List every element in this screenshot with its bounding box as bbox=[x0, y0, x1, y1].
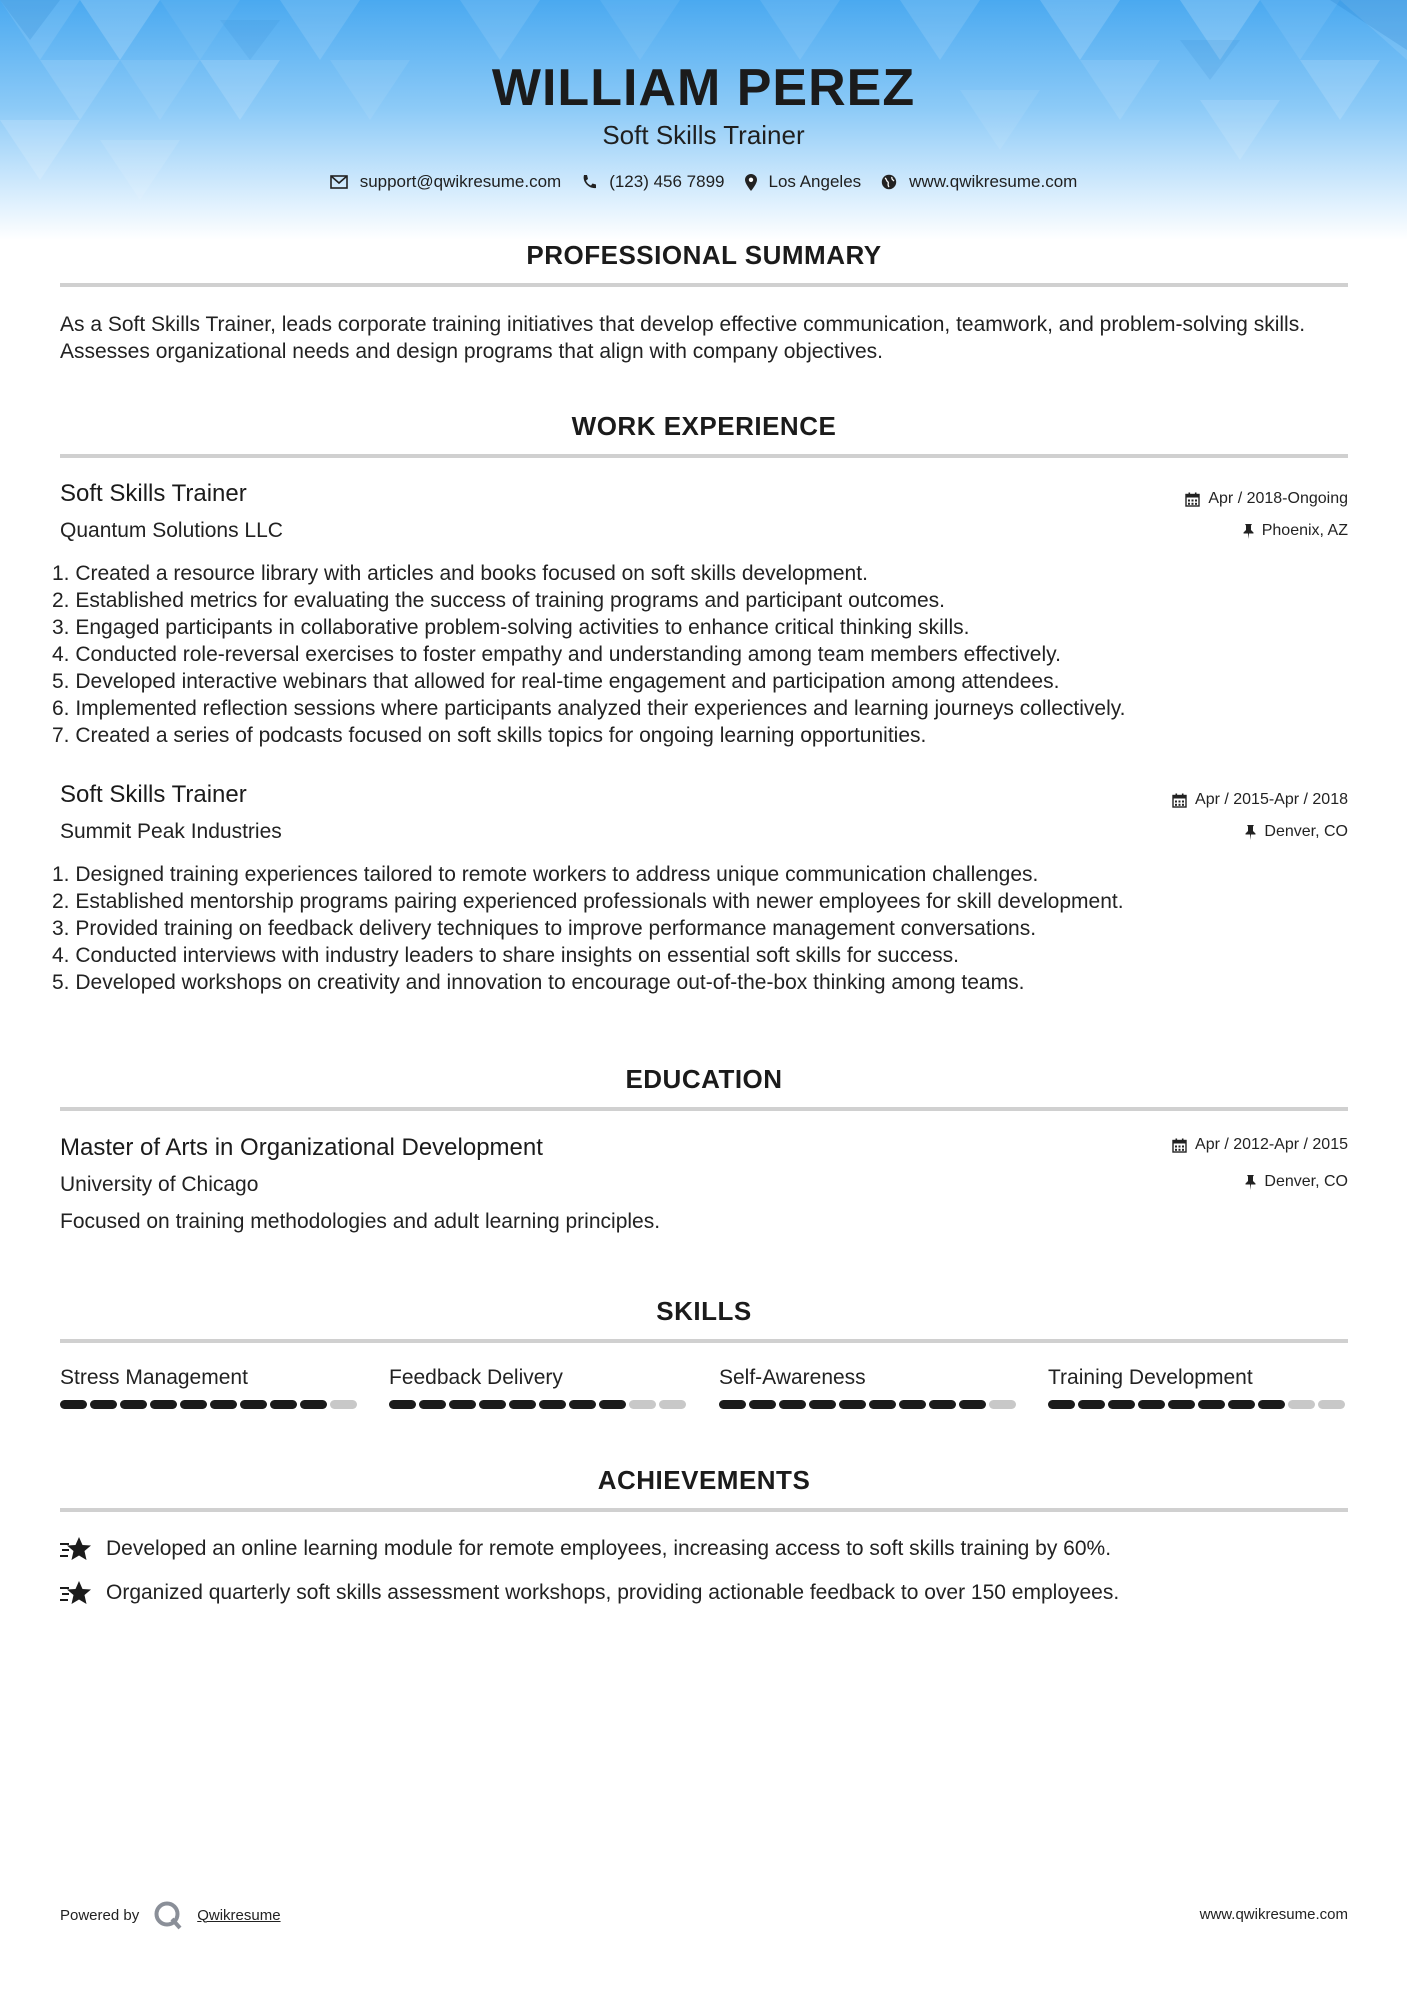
skill-segment-filled bbox=[419, 1400, 446, 1409]
skill-name: Feedback Delivery bbox=[389, 1366, 563, 1389]
skill-segment-filled bbox=[1078, 1400, 1105, 1409]
skill-segment-filled bbox=[180, 1400, 207, 1409]
contact-email[interactable] bbox=[330, 172, 562, 192]
skill-segment-filled bbox=[240, 1400, 267, 1409]
summary-text: As a Soft Skills Trainer, leads corporate training initiatives that develop effective communication, teamwork, and problem-solving skills. Assesses organizational needs and design programs that align with company objectives. bbox=[60, 313, 1306, 363]
experience-heading: WORK EXPERIENCE bbox=[571, 411, 837, 441]
skill-segment-filled bbox=[300, 1400, 327, 1409]
education-school: University of Chicago bbox=[60, 1173, 259, 1196]
job-1-dates bbox=[1185, 490, 1348, 508]
candidate-name: WILLIAM PEREZ bbox=[491, 59, 916, 117]
skill-segment-filled bbox=[929, 1400, 956, 1409]
skill-name: Stress Management bbox=[60, 1366, 248, 1389]
skill-segment-empty bbox=[1288, 1400, 1315, 1409]
skill-segment-filled bbox=[1168, 1400, 1195, 1409]
education-divider bbox=[60, 1107, 1348, 1111]
map-marker-icon bbox=[745, 174, 757, 191]
job-2-title: Soft Skills Trainer bbox=[60, 781, 247, 808]
list-item: 4. Conducted role-reversal exercises to foster empathy and understanding among team members effectively. bbox=[52, 643, 1061, 666]
education-dates bbox=[1172, 1136, 1348, 1154]
skill-segment-filled bbox=[809, 1400, 836, 1409]
list-item: 6. Implemented reflection sessions where participants analyzed their experiences and learning journeys collectively. bbox=[52, 697, 1126, 720]
skill-level-bar bbox=[60, 1400, 360, 1409]
job-2-dates bbox=[1172, 791, 1348, 809]
skill-segment-filled bbox=[1198, 1400, 1225, 1409]
skill-segment-filled bbox=[1048, 1400, 1075, 1409]
skill-segment-filled bbox=[90, 1400, 117, 1409]
contact-email-text: support@qwikresume.com bbox=[359, 172, 562, 191]
achievements-heading: ACHIEVEMENTS bbox=[597, 1465, 811, 1495]
skill-segment-filled bbox=[749, 1400, 776, 1409]
contact-website-text: www.qwikresume.com bbox=[909, 172, 1078, 191]
skill-segment-filled bbox=[120, 1400, 147, 1409]
phone-icon bbox=[581, 174, 597, 190]
skill-segment-filled bbox=[569, 1400, 596, 1409]
skill-segment-filled bbox=[1228, 1400, 1255, 1409]
education-location bbox=[1245, 1173, 1348, 1191]
skill-segment-filled bbox=[210, 1400, 237, 1409]
skill-segment-filled bbox=[869, 1400, 896, 1409]
achievement-text: Organized quarterly soft skills assessment workshops, providing actionable feedback to over 150 employees. bbox=[106, 1581, 1120, 1604]
pin-icon bbox=[1243, 524, 1254, 539]
list-item: 1. Created a resource library with articles and books focused on soft skills development. bbox=[52, 562, 868, 585]
education-location-text: Denver, CO bbox=[1264, 1173, 1348, 1190]
contact-location-text: Los Angeles bbox=[768, 172, 862, 191]
skill-segment-filled bbox=[959, 1400, 986, 1409]
achievements-divider bbox=[60, 1508, 1348, 1512]
skill-segment-filled bbox=[449, 1400, 476, 1409]
qwikresume-logo-icon bbox=[153, 1900, 183, 1930]
achievement-item bbox=[60, 1580, 1119, 1606]
skill-segment-filled bbox=[479, 1400, 506, 1409]
skill-segment-filled bbox=[1258, 1400, 1285, 1409]
skill-item bbox=[389, 1366, 689, 1409]
calendar-icon bbox=[1172, 793, 1187, 808]
education-degree: Master of Arts in Organizational Development bbox=[60, 1134, 543, 1161]
achievement-text: Developed an online learning module for remote employees, increasing access to soft skills training by 60%. bbox=[106, 1537, 1112, 1560]
summary-divider bbox=[60, 283, 1348, 287]
list-item: 2. Established metrics for evaluating the success of training programs and participant outcomes. bbox=[52, 589, 945, 612]
envelope-icon bbox=[330, 175, 348, 189]
job-2-location-text: Denver, CO bbox=[1264, 823, 1348, 840]
list-item: 3. Provided training on feedback delivery techniques to improve performance management conversations. bbox=[52, 917, 1037, 940]
job-2-bullets bbox=[52, 861, 1352, 996]
footer-url[interactable]: www.qwikresume.com bbox=[1199, 1906, 1348, 1923]
skill-item bbox=[719, 1366, 1019, 1409]
contact-phone[interactable] bbox=[581, 172, 724, 192]
contact-phone-text: (123) 456 7899 bbox=[609, 172, 725, 191]
list-item: 3. Engaged participants in collaborative problem-solving activities to enhance critical thinking skills. bbox=[52, 616, 970, 639]
star-icon bbox=[60, 1536, 92, 1562]
list-item: 5. Developed workshops on creativity and innovation to encourage out-of-the-box thinking among teams. bbox=[52, 971, 1025, 994]
skill-segment-filled bbox=[389, 1400, 416, 1409]
job-2-location bbox=[1245, 823, 1348, 841]
education-heading: EDUCATION bbox=[625, 1064, 783, 1094]
pin-icon bbox=[1245, 825, 1256, 840]
list-item: 1. Designed training experiences tailored to remote workers to address unique communication challenges. bbox=[52, 863, 1039, 886]
candidate-title: Soft Skills Trainer bbox=[602, 120, 805, 150]
skill-segment-filled bbox=[539, 1400, 566, 1409]
skill-segment-empty bbox=[629, 1400, 656, 1409]
footer-powered-by bbox=[60, 1900, 281, 1930]
qwikresume-link[interactable]: Qwikresume bbox=[197, 1906, 281, 1924]
skill-level-bar bbox=[389, 1400, 689, 1409]
skill-segment-filled bbox=[150, 1400, 177, 1409]
skill-segment-filled bbox=[719, 1400, 746, 1409]
skill-segment-filled bbox=[899, 1400, 926, 1409]
skill-level-bar bbox=[719, 1400, 1019, 1409]
skills-heading: SKILLS bbox=[656, 1296, 752, 1326]
star-icon bbox=[60, 1580, 92, 1606]
list-item: 2. Established mentorship programs pairing experienced professionals with newer employees for skill development. bbox=[52, 890, 1124, 913]
skill-segment-filled bbox=[1108, 1400, 1135, 1409]
contact-bar bbox=[0, 172, 1407, 192]
pin-icon bbox=[1245, 1175, 1256, 1190]
skill-item bbox=[60, 1366, 360, 1409]
skill-segment-empty bbox=[1318, 1400, 1345, 1409]
job-1-location bbox=[1243, 522, 1348, 540]
skill-segment-filled bbox=[60, 1400, 87, 1409]
skill-item bbox=[1048, 1366, 1348, 1409]
education-note: Focused on training methodologies and adult learning principles. bbox=[60, 1210, 661, 1233]
skill-segment-filled bbox=[1138, 1400, 1165, 1409]
powered-by-label: Powered by bbox=[60, 1906, 140, 1924]
skill-level-bar bbox=[1048, 1400, 1348, 1409]
skill-segment-filled bbox=[839, 1400, 866, 1409]
job-1-company: Quantum Solutions LLC bbox=[60, 519, 283, 542]
skill-segment-empty bbox=[989, 1400, 1016, 1409]
experience-divider bbox=[60, 454, 1348, 458]
list-item: 4. Conducted interviews with industry leaders to share insights on essential soft skills for success. bbox=[52, 944, 959, 967]
job-2-company: Summit Peak Industries bbox=[60, 820, 282, 843]
skills-divider bbox=[60, 1339, 1348, 1343]
list-item: 7. Created a series of podcasts focused on soft skills topics for ongoing learning opportunities. bbox=[52, 724, 927, 747]
job-2-dates-text: Apr / 2015-Apr / 2018 bbox=[1195, 791, 1348, 808]
job-1-title: Soft Skills Trainer bbox=[60, 480, 247, 507]
skill-name: Self-Awareness bbox=[719, 1366, 866, 1389]
job-1-location-text: Phoenix, AZ bbox=[1261, 522, 1348, 539]
job-1-bullets bbox=[52, 560, 1352, 749]
contact-website[interactable] bbox=[881, 172, 1077, 192]
globe-icon bbox=[881, 174, 897, 190]
education-dates-text: Apr / 2012-Apr / 2015 bbox=[1195, 1136, 1348, 1153]
skill-segment-filled bbox=[509, 1400, 536, 1409]
calendar-icon bbox=[1185, 492, 1200, 507]
skill-segment-filled bbox=[270, 1400, 297, 1409]
skill-segment-empty bbox=[330, 1400, 357, 1409]
achievement-item bbox=[60, 1536, 1111, 1562]
job-1-dates-text: Apr / 2018-Ongoing bbox=[1208, 490, 1348, 507]
contact-location bbox=[745, 172, 862, 192]
list-item: 5. Developed interactive webinars that allowed for real-time engagement and participation among attendees. bbox=[52, 670, 1060, 693]
skill-segment-empty bbox=[659, 1400, 686, 1409]
skill-name: Training Development bbox=[1048, 1366, 1253, 1389]
calendar-icon bbox=[1172, 1138, 1187, 1153]
summary-heading: PROFESSIONAL SUMMARY bbox=[526, 240, 882, 270]
skill-segment-filled bbox=[599, 1400, 626, 1409]
skill-segment-filled bbox=[779, 1400, 806, 1409]
